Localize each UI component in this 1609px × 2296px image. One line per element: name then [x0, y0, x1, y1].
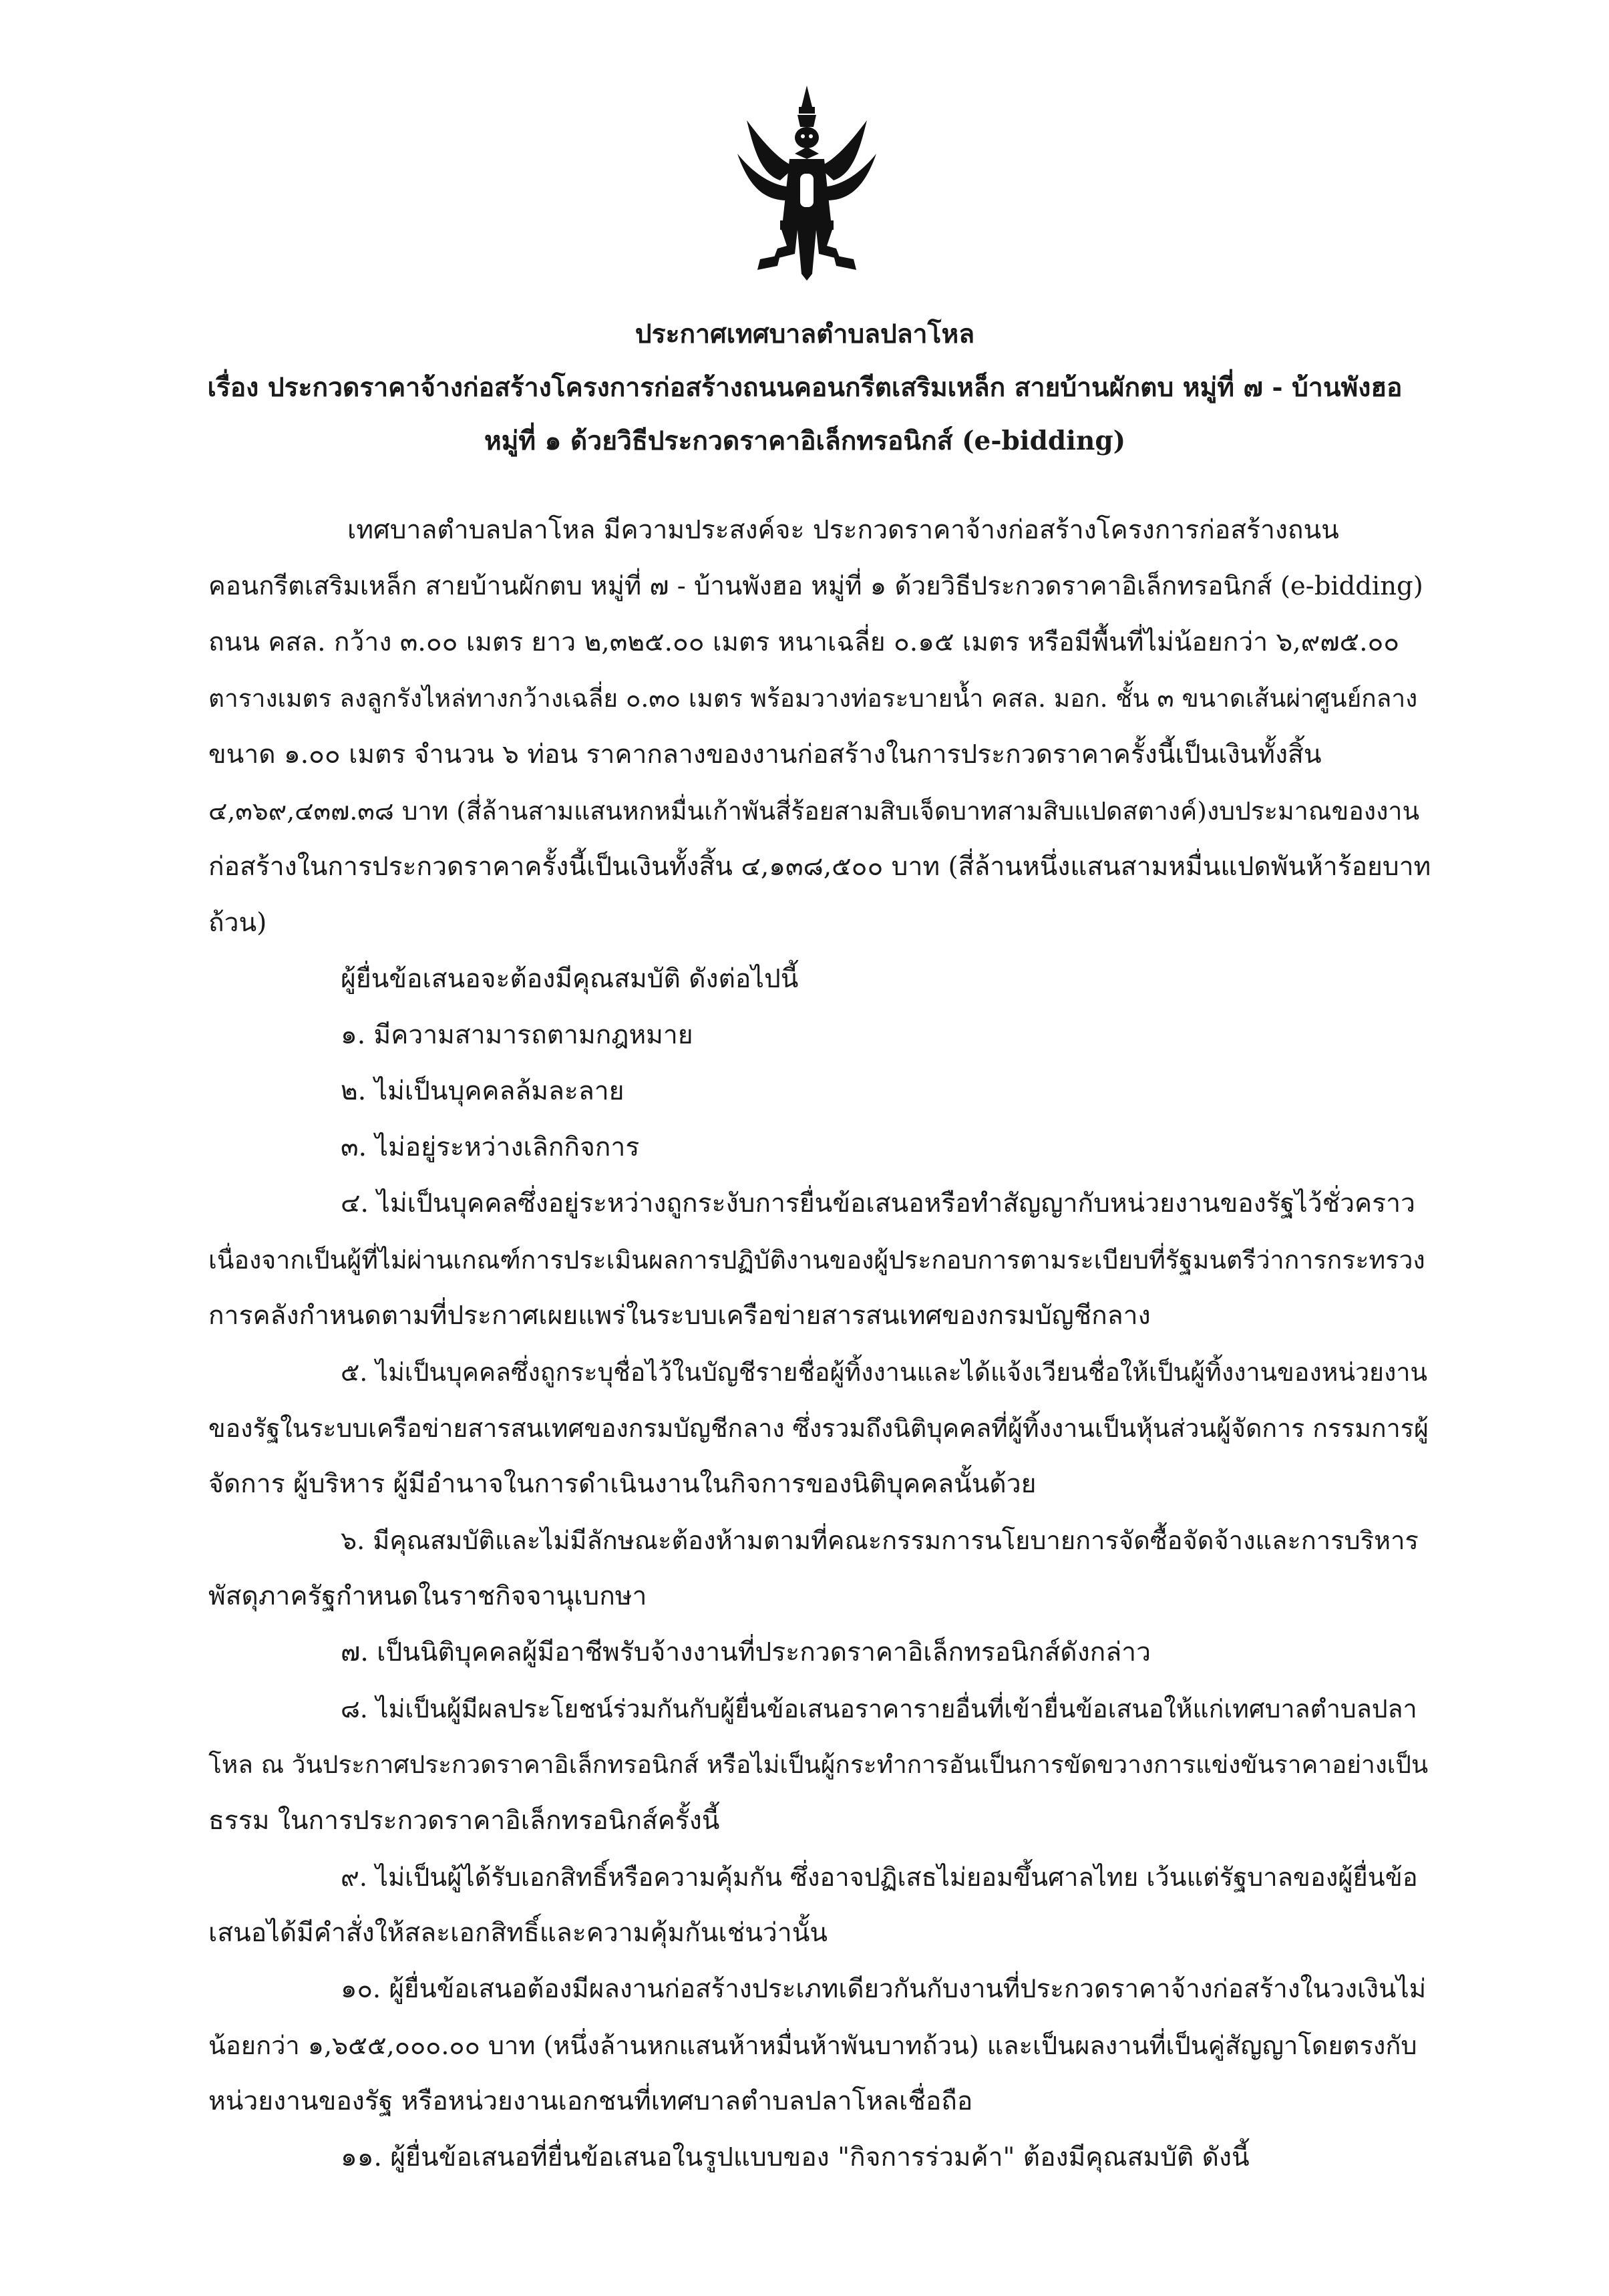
qualification-item-4: ๔. ไม่เป็นบุคคลซึ่งอยู่ระหว่างถูกระงับการยื่นข้อเสนอหรือทำสัญญากับหน่วยงานของรัฐไว้ชั่วคราว [341, 1188, 1415, 1218]
qualification-item-10: ๑๐. ผู้ยื่นข้อเสนอต้องมีผลงานก่อสร้างประเภทเดียวกันกับงานที่ประกวดราคาจ้างก่อสร้างในวงเงินไม่ [341, 1974, 1427, 2004]
qualification-item-3: ๓. ไม่อยู่ระหว่างเลิกกิจการ [341, 1132, 640, 1162]
qualification-heading: ผู้ยื่นข้อเสนอจะต้องมีคุณสมบัติ ดังต่อไปนี้ [341, 964, 799, 994]
garuda-emblem-icon [733, 80, 880, 294]
intro-line: คอนกรีตเสริมเหล็ก สายบ้านผักตบ หมู่ที่ ๗ - บ้านพังฮอ หมู่ที่ ๑ ด้วยวิธีประกวดราคาอิเล็กทรอนิกส์ (e-bidding) [208, 571, 1423, 601]
qualification-item-8-cont: ธรรม ในการประกวดราคาอิเล็กทรอนิกส์ครั้งนี้ [208, 1806, 720, 1836]
qualification-item-9: ๙. ไม่เป็นผู้ได้รับเอกสิทธิ์หรือความคุ้มกัน ซึ่งอาจปฏิเสธไม่ยอมขึ้นศาลไทย เว้นแต่รัฐบาลของผู้ยื่นข้อ [341, 1862, 1418, 1892]
qualification-item-9-cont: เสนอได้มีคำสั่งให้สละเอกสิทธิ์และความคุ้มกันเช่นว่านั้น [208, 1918, 828, 1948]
qualification-item-8: ๘. ไม่เป็นผู้มีผลประโยชน์ร่วมกันกับผู้ยื่นข้อเสนอราคารายอื่นที่เข้ายื่นข้อเสนอให้แก่เทศบาลตำบลปลา [341, 1694, 1417, 1724]
qualification-item-5-cont: จัดการ ผู้บริหาร ผู้มีอำนาจในการดำเนินงานในกิจการของนิติบุคคลนั้นด้วย [208, 1469, 1037, 1499]
qualification-item-1: ๑. มีความสามารถตามกฎหมาย [341, 1020, 693, 1050]
intro-line: ตารางเมตร ลงลูกรังไหล่ทางกว้างเฉลี่ย ๐.๓๐ เมตร พร้อมวางท่อระบายน้ำ คสล. มอก. ชั้น ๓ ขนาดเส้นผ่าศูนย์กลาง [208, 684, 1418, 713]
qualification-item-8-cont: โหล ณ วันประกาศประกวดราคาอิเล็กทรอนิกส์ หรือไม่เป็นผู้กระทำการอันเป็นการขัดขวางการแข่งขันราคาอย่างเป็น [208, 1750, 1429, 1779]
intro-line: ถนน คสล. กว้าง ๓.๐๐ เมตร ยาว ๒,๓๒๕.๐๐ เมตร หนาเฉลี่ย ๐.๑๕ เมตร หรือมีพื้นที่ไม่น้อยกว่า ๖,๙๗๕.๐๐ [208, 627, 1400, 657]
qualification-item-10-cont: น้อยกว่า ๑,๖๕๕,๐๐๐.๐๐ บาท (หนึ่งล้านหกแสนห้าหมื่นห้าพันบาทถ้วน) และเป็นผลงานที่เป็นคู่สัญญาโดยตรงกับ [208, 2031, 1417, 2060]
qualification-item-10-cont: หน่วยงานของรัฐ หรือหน่วยงานเอกชนที่เทศบาลตำบลปลาโหลเชื่อถือ [208, 2086, 973, 2116]
qualification-item-5-cont: ของรัฐในระบบเครือข่ายสารสนเทศของกรมบัญชีกลาง ซึ่งรวมถึงนิติบุคคลที่ผู้ทิ้งงานเป็นหุ้นส่วนผู้จัดการ กรรมการผู้ [208, 1414, 1429, 1443]
qualification-item-5: ๕. ไม่เป็นบุคคลซึ่งถูกระบุชื่อไว้ในบัญชีรายชื่อผู้ทิ้งงานและได้แจ้งเวียนชื่อให้เป็นผู้ทิ้งงานของหน่วยงาน [341, 1357, 1428, 1387]
intro-line: ก่อสร้างในการประกวดราคาครั้งนี้เป็นเงินทั้งสิ้น ๔,๑๓๘,๕๐๐ บาท (สี่ล้านหนึ่งแสนสามหมื่นแปดพันห้าร้อยบาท [208, 852, 1431, 882]
intro-line: เทศบาลตำบลปลาโหล มีความประสงค์จะ ประกวดราคาจ้างก่อสร้างโครงการก่อสร้างถนน [347, 515, 1339, 545]
announcement-subject-line-2: หมู่ที่ ๑ ด้วยวิธีประกวดราคาอิเล็กทรอนิกส์ (e-bidding) [484, 426, 1126, 456]
intro-line: ถ้วน) [208, 908, 267, 938]
intro-line: ขนาด ๑.๐๐ เมตร จำนวน ๖ ท่อน ราคากลางของงานก่อสร้างในการประกวดราคาครั้งนี้เป็นเงินทั้งสิ้น [208, 740, 1322, 770]
qualification-item-2: ๒. ไม่เป็นบุคคลล้มละลาย [341, 1076, 624, 1106]
qualification-item-6: ๖. มีคุณสมบัติและไม่มีลักษณะต้องห้ามตามที่คณะกรรมการนโยบายการจัดซื้อจัดจ้างและการบริหาร [341, 1526, 1419, 1555]
qualification-item-4-cont: การคลังกำหนดตามที่ประกาศเผยแพร่ในระบบเครือข่ายสารสนเทศของกรมบัญชีกลาง [208, 1301, 1151, 1331]
announcement-subject-line-1: เรื่อง ประกวดราคาจ้างก่อสร้างโครงการก่อสร้างถนนคอนกรีตเสริมเหล็ก สายบ้านผักตบ หมู่ที่ ๗ - บ้านพังฮอ [207, 372, 1403, 403]
qualification-item-7: ๗. เป็นนิติบุคคลผู้มีอาชีพรับจ้างงานที่ประกวดราคาอิเล็กทรอนิกส์ดังกล่าว [341, 1637, 1151, 1667]
intro-line: ๔,๓๖๙,๔๓๗.๓๘ บาท (สี่ล้านสามแสนหกหมื่นเก้าพันสี่ร้อยสามสิบเจ็ดบาทสามสิบแปดสตางค์)งบประมาณของงาน [208, 796, 1420, 826]
qualification-item-6-cont: พัสดุภาครัฐกำหนดในราชกิจจานุเบกษา [208, 1581, 647, 1611]
qualification-item-11: ๑๑. ผู้ยื่นข้อเสนอที่ยื่นข้อเสนอในรูปแบบของ "กิจการร่วมค้า" ต้องมีคุณสมบัติ ดังนี้ [341, 2142, 1250, 2172]
announcement-title: ประกาศเทศบาลตำบลปลาโหล [635, 319, 975, 349]
qualification-item-4-cont: เนื่องจากเป็นผู้ที่ไม่ผ่านเกณฑ์การประเมินผลการปฏิบัติงานของผู้ประกอบการตามระเบียบที่รัฐมนตรีว่าการกระทรวง [208, 1245, 1425, 1275]
